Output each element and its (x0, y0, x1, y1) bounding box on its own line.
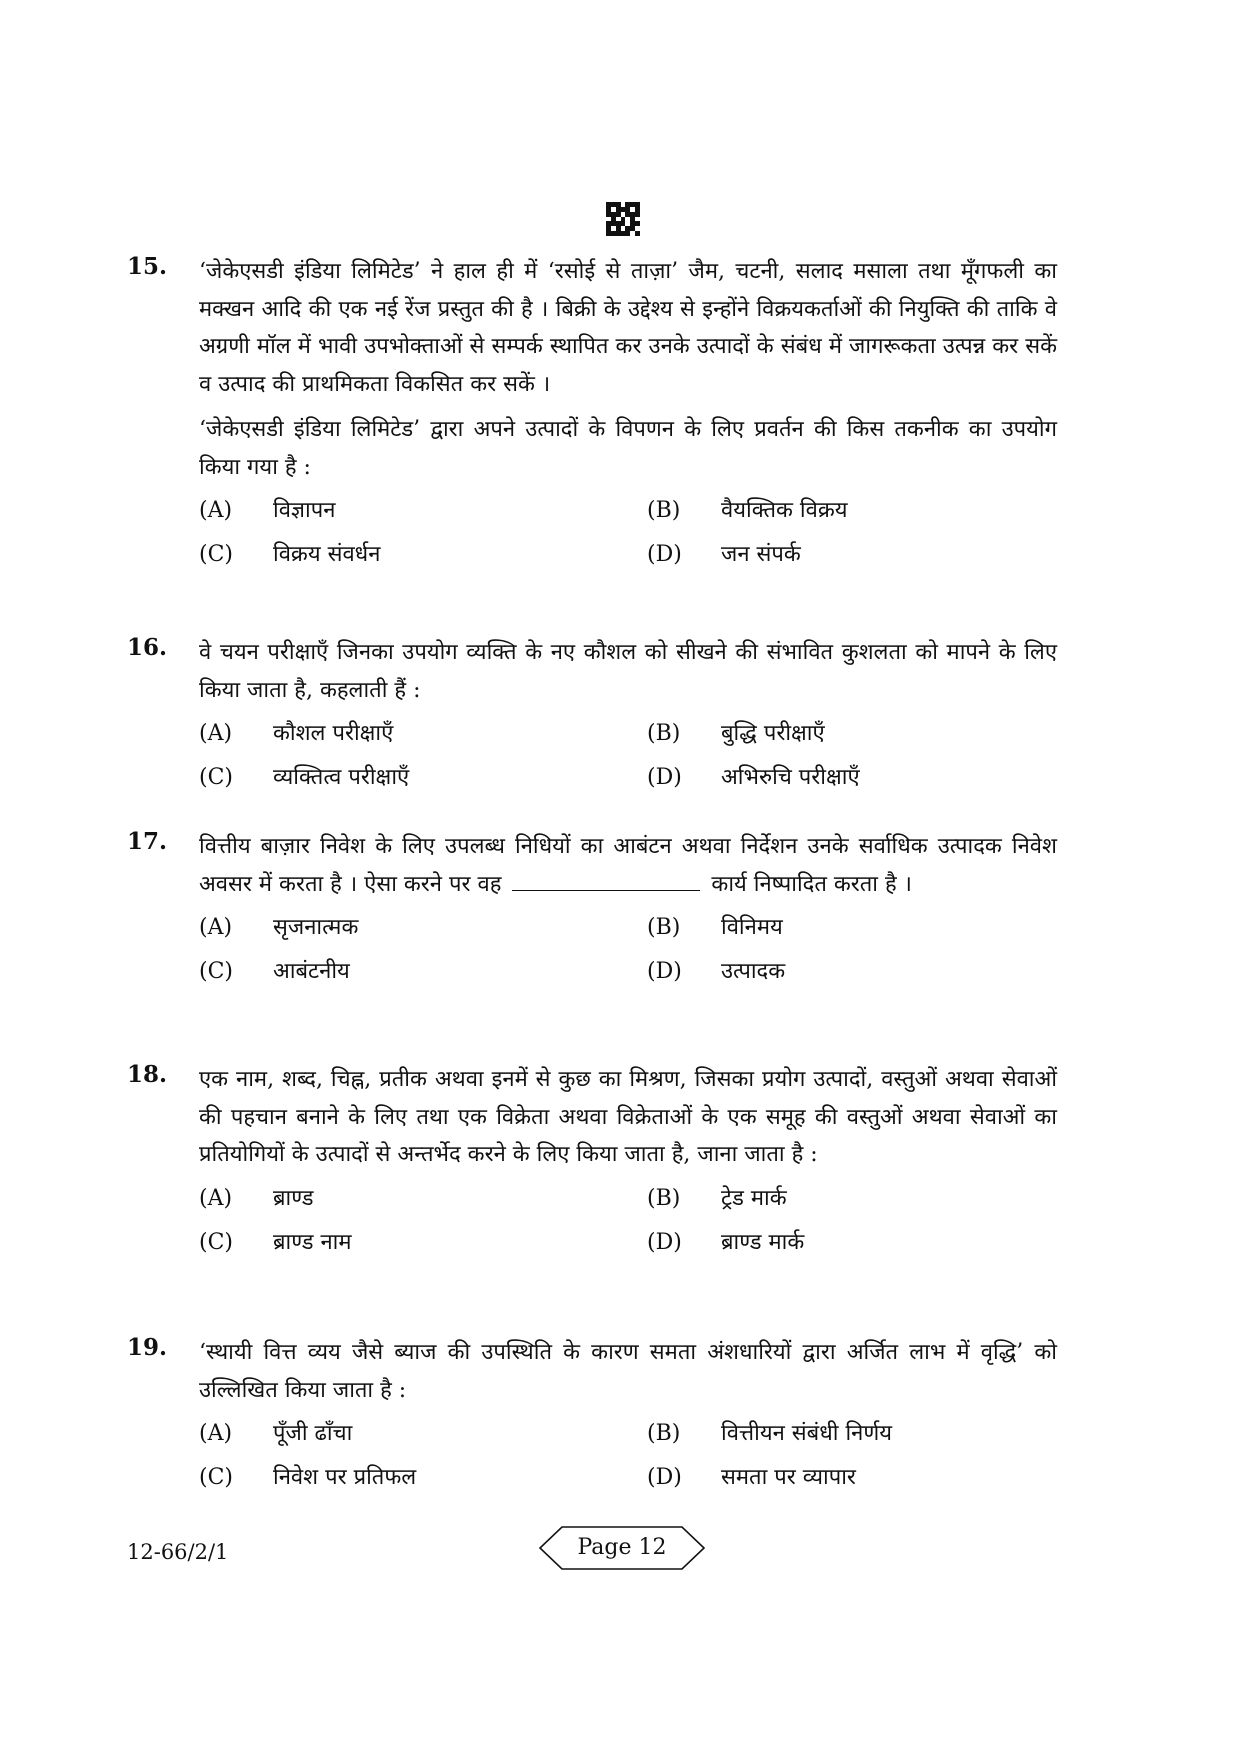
option-text: ब्राण्ड मार्क (721, 1229, 805, 1255)
question-stem-start: वित्तीय बाज़ार निवेश के लिए उपलब्ध निधियों का आबंटन अथवा निर्देशन उनके सर्वाधिक उत्पादक निवेश अवसर में करता है । ऐसा करने पर वह (199, 834, 1057, 897)
question-stem: ‘जेकेएसडी इंडिया लिमिटेड’ ने हाल ही में ‘रसोई से ताज़ा’ जैम, चटनी, सलाद मसाला तथा मूँगफली का मक्खन आदि की एक नई रेंज प्रस्तुत की है । बिक्री के उद्देश्य से इन्होंने विक्रयकर्ताओं की नियुक्ति की ताकि वे अग्रणी मॉल में भावी उपभोक्ताओं से सम्पर्क स्थापित कर उनके उत्पादों के संबंध में जागरूकता उत्पन्न कर सकें व उत्पाद की प्राथमिकता विकसित कर सकें । (199, 259, 1057, 397)
option-label: (A) (199, 1421, 233, 1446)
options (199, 715, 1057, 797)
option-b[interactable] (647, 909, 1057, 947)
option-b[interactable] (647, 1180, 1057, 1218)
option-text: व्यक्तित्व परीक्षाएँ (273, 765, 410, 790)
option-label: (B) (647, 915, 681, 940)
option-text: सृजनात्मक (273, 915, 359, 940)
question-stem: वे चयन परीक्षाएँ जिनका उपयोग व्यक्ति के नए कौशल को सीखने की संभावित कुशलता को मापने के लिए किया जाता है, कहलाती हैं : (199, 640, 1057, 703)
option-label: (C) (199, 959, 233, 984)
option-a[interactable] (199, 1180, 647, 1218)
option-a[interactable] (199, 909, 647, 947)
fill-in-blank (512, 866, 700, 891)
option-label: (B) (647, 1185, 681, 1211)
option-text: उत्पादक (721, 959, 786, 984)
option-b[interactable] (647, 1415, 1057, 1453)
option-text: समता पर व्यापार (721, 1465, 856, 1490)
question-stem: एक नाम, शब्द, चिह्न, प्रतीक अथवा इनमें से कुछ का मिश्रण, जिसका प्रयोग उत्पादों, वस्तुओं अथवा सेवाओं की पहचान बनाने के लिए तथा एक विक्रेता अथवा विक्रेताओं के एक समूह की वस्तुओं अथवा सेवाओं का प्रतियोगियों के उत्पादों से अन्तर्भेद करने के लिए किया जाता है, जाना जाता है : (199, 1067, 1057, 1167)
question-16 (127, 634, 1057, 797)
option-label: (D) (647, 542, 682, 567)
option-text: अभिरुचि परीक्षाएँ (721, 765, 860, 790)
options (199, 1415, 1057, 1497)
option-label: (B) (647, 721, 681, 746)
option-label: (B) (647, 1421, 681, 1446)
option-label: (B) (647, 498, 681, 523)
question-number: 15. (127, 253, 168, 280)
options (199, 1180, 1057, 1262)
question-15 (127, 253, 1057, 574)
option-a[interactable] (199, 1415, 647, 1453)
page-number-badge (538, 1525, 706, 1571)
option-text: निवेश पर प्रतिफल (273, 1465, 417, 1490)
option-d[interactable] (647, 953, 1057, 991)
option-text: विनिमय (721, 915, 783, 940)
qr-code (606, 202, 640, 236)
option-d[interactable] (647, 759, 1057, 797)
option-text: पूँजी ढाँचा (273, 1421, 353, 1446)
question-text (199, 253, 1057, 486)
option-a[interactable] (199, 492, 647, 530)
question-prompt: ‘जेकेएसडी इंडिया लिमिटेड’ द्वारा अपने उत्पादों के विपणन के लिए प्रवर्तन की किस तकनीक का उपयोग किया गया है : (199, 417, 1057, 480)
question-number: 17. (127, 828, 168, 855)
option-label: (C) (199, 765, 233, 790)
question-stem (199, 828, 1057, 903)
option-text: कौशल परीक्षाएँ (273, 721, 394, 746)
option-label: (D) (647, 1465, 682, 1490)
option-label: (A) (199, 1185, 233, 1211)
option-label: (C) (199, 542, 233, 567)
option-d[interactable] (647, 536, 1057, 574)
option-text: विज्ञापन (273, 498, 336, 523)
option-text: बुद्धि परीक्षाएँ (721, 721, 825, 746)
paper-code: 12-66/2/1 (127, 1540, 229, 1564)
question-18 (127, 1061, 1057, 1262)
option-c[interactable] (199, 1224, 647, 1262)
question-number: 16. (127, 634, 168, 661)
option-d[interactable] (647, 1459, 1057, 1497)
option-a[interactable] (199, 715, 647, 753)
option-text: वैयक्तिक विक्रय (721, 498, 848, 523)
question-number: 18. (127, 1061, 168, 1088)
options (199, 492, 1057, 574)
option-b[interactable] (647, 715, 1057, 753)
option-b[interactable] (647, 492, 1057, 530)
question-number: 19. (127, 1334, 168, 1361)
option-c[interactable] (199, 759, 647, 797)
option-label: (D) (647, 765, 682, 790)
question-text (199, 1334, 1057, 1409)
page-number: Page 12 (577, 1535, 667, 1560)
option-text: विक्रय संवर्धन (273, 542, 381, 567)
question-text (199, 828, 1057, 903)
option-text: वित्तीयन संबंधी निर्णय (721, 1421, 893, 1446)
question-19 (127, 1334, 1057, 1497)
option-text: ट्रेड मार्क (721, 1185, 787, 1211)
question-17 (127, 828, 1057, 991)
option-label: (A) (199, 721, 233, 746)
question-text (199, 634, 1057, 709)
option-text: ब्राण्ड (273, 1185, 314, 1211)
option-label: (A) (199, 915, 233, 940)
option-c[interactable] (199, 1459, 647, 1497)
question-text (199, 1061, 1057, 1174)
option-label: (D) (647, 959, 682, 984)
option-text: ब्राण्ड नाम (273, 1229, 352, 1255)
question-stem: ‘स्थायी वित्त व्यय जैसे ब्याज की उपस्थिति के कारण समता अंशधारियों द्वारा अर्जित लाभ में वृद्धि’ को उल्लिखित किया जाता है : (199, 1340, 1057, 1403)
option-text: जन संपर्क (721, 542, 801, 567)
option-label: (A) (199, 498, 233, 523)
option-text: आबंटनीय (273, 959, 350, 984)
option-d[interactable] (647, 1224, 1057, 1262)
option-label: (D) (647, 1229, 682, 1255)
option-label: (C) (199, 1229, 233, 1255)
option-label: (C) (199, 1465, 233, 1490)
options (199, 909, 1057, 991)
option-c[interactable] (199, 953, 647, 991)
option-c[interactable] (199, 536, 647, 574)
question-stem-end: कार्य निष्पादित करता है । (711, 871, 913, 897)
